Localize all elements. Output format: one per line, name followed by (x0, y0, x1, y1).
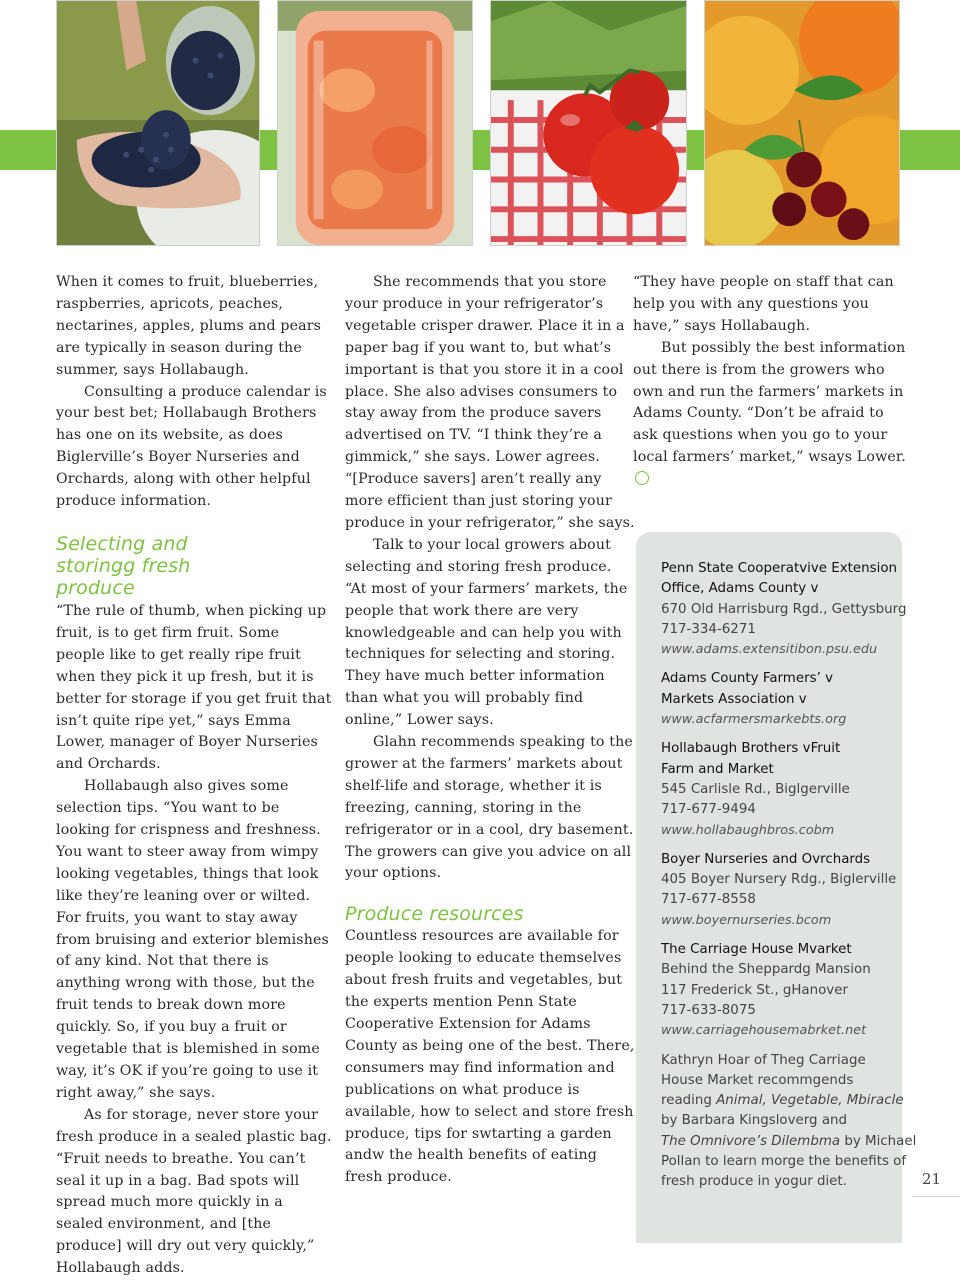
resource-name: Boyer Nurseries and Ovrchards (661, 851, 871, 867)
resource-name: Markets Association v (661, 691, 807, 707)
resource-phone: 717-334-6271 (661, 621, 756, 637)
resource-entry (661, 850, 899, 931)
blueberries-photo (56, 0, 260, 246)
end-mark-icon (635, 471, 649, 485)
book-title: The Omnivore’s Dilembma (661, 1133, 841, 1149)
resource-phone: 717-677-9494 (661, 802, 756, 818)
resource-website[interactable]: www.carriagehousemabrket.net (661, 1023, 867, 1039)
recommendation-line: fresh produce in yogur diet. (661, 1174, 847, 1190)
resource-website[interactable]: www.hollabaughbros.cobm (661, 822, 835, 838)
resource-entry (661, 559, 907, 660)
section-heading-resources: Produce resources (345, 903, 524, 926)
article-column-2 (345, 272, 635, 1189)
book-title: Animal, Vegetable, Mbiracle (716, 1093, 904, 1109)
resource-website[interactable]: www.boyernurseries.bcom (661, 912, 832, 928)
article-column-1 (56, 272, 332, 1280)
resource-phone: 717-677-8558 (661, 892, 756, 908)
paragraph: But possibly the best information out there is from the growers who own and run the farmers’ markets in Adams County. “Don’t be afraid to ask questions when you go to your local farmers’ market,” wsays Lower. (633, 338, 908, 491)
resource-entry (661, 940, 899, 1041)
resource-address: 117 Frederick St., gHanover (661, 982, 848, 998)
recommendation-line: The Omnivore’s Dilembma by Michael (661, 1133, 917, 1149)
paragraph: “The rule of thumb, when picking up fruit, is to get firm fruit. Some people like to get really ripe fruit when they pick it up fresh, but it is better for storage if you get fruit that isn’t quite ripe yet,” says Emma Lower, manager of Boyer Nurseries and Orchards. (56, 602, 332, 773)
resource-name: Hollabaugh Brothers vFruit (661, 741, 841, 757)
section-heading-selecting: Selecting and storingg fresh produce (56, 532, 191, 599)
resource-name: Penn State Cooperatvive Extension (661, 561, 898, 576)
page-number: 21 (922, 1170, 942, 1188)
paragraph: Consulting a produce calendar is your best bet; Hollabaugh Brothers has one on its website, as does Biglerville’s Boyer Nurseries and Orchards, along with other helpful produce information. (56, 383, 327, 510)
canning-jar-photo (277, 0, 473, 246)
resource-entry (661, 669, 899, 730)
recommendation-line: House Market recommgends (661, 1072, 854, 1088)
recommendation-line: reading Animal, Vegetable, Mbiracle (661, 1093, 904, 1109)
resources-sidebar (636, 532, 917, 1243)
paragraph: Glahn recommends speaking to the grower at the farmers’ markets about shelf-life and storage, whether it is freezing, canning, storing in the refrigerator or in a cool, dry basement. The growers can give you advice on all your options. (345, 734, 634, 882)
oranges-photo (704, 0, 900, 246)
resource-address: 670 Old Harrisburg Rgd., Gettysburg (661, 601, 907, 617)
resource-phone: 717-633-8075 (661, 1002, 756, 1018)
recommendation-line: Pollan to learn morge the benefits of (661, 1154, 907, 1170)
resource-name: Adams County Farmers’ v (661, 671, 834, 687)
paragraph: When it comes to fruit, blueberries, raspberries, apricots, peaches, nectarines, apples, plums and pears are typically in season during the summer, says Hollabaugh. (56, 274, 322, 378)
reading-recommendation (661, 1051, 917, 1193)
resource-name: Office, Adams County v (661, 581, 819, 597)
resource-website[interactable]: www.acfarmersmarkebts.org (661, 712, 847, 728)
resource-address: 545 Carlisle Rd., Biglgerville (661, 781, 850, 797)
article-column-3 (633, 272, 908, 491)
paragraph: She recommends that you store your produce in your refrigerator’s vegetable crisper drawer. Place it in a paper bag if you want to, but what’s important is that you store it in a cool place. She also advises consumers to stay away from the produce savers advertised on TV. “I think they’re a gimmick,” she says. Lower agrees. “[Produce savers] aren’t really any more efficient than just storing your produce in your refrigerator,” she says. (345, 274, 635, 531)
page-number-rule (912, 1196, 960, 1197)
paragraph: Countless resources are available for people looking to educate themselves about fresh fruits and vegetables, but the experts mention Penn State Cooperative Extension for Adams County as being one of the best. There, consumers may find information and publications on what produce is available, how to select and store fresh produce, tips for swtarting a garden andw the health benefits of eating fresh produce. (345, 928, 635, 1186)
resource-entry (661, 739, 899, 840)
resource-name: The Carriage House Mvarket (661, 942, 852, 958)
resource-website[interactable]: www.adams.extensitibon.psu.edu (661, 642, 878, 658)
paragraph: Hollabaugh also gives some selection tips. “You want to be looking for crispness and freshness. You want to steer away from wimpy looking vegetables, things that look like they’re leaning over or wilted. For fruits, you want to stay away from bruising and exterior blemishes of any kind. Not that there is anything wrong with those, but the fruit tends to break down more quickly. So, if you buy a fruit or vegetable that is blemished in some way, it’s OK if you’re going to use it right away,” she says. (56, 778, 329, 1101)
recommendation-line: Kathryn Hoar of Theg Carriage (661, 1052, 866, 1068)
tomatoes-photo (490, 0, 687, 246)
paragraph: As for storage, never store your fresh produce in a sealed plastic bag. “Fruit needs to breathe. You can’t seal it up in a bag. Bad spots will spread much more quickly in a sealed environment, and [the produce] will dry out very quickly,” Hollabaugh adds. (56, 1106, 332, 1277)
resource-address: 405 Boyer Nursery Rdg., Biglerville (661, 872, 897, 888)
paragraph: “They have people on staff that can help you with any questions you have,” says Hollabaugh. (633, 274, 894, 334)
resource-address: Behind the Sheppardg Mansion (661, 962, 871, 978)
resource-name: Farm and Market (661, 761, 774, 777)
paragraph: Talk to your local growers about selecting and storing fresh produce. “At most of your farmers’ markets, the people that work there are very knowledgeable and can help you with techniques for selecting and storing. They have much better information than what you will probably find online,” Lower says. (345, 536, 628, 729)
recommendation-line: by Barbara Kingsloverg and (661, 1113, 848, 1129)
